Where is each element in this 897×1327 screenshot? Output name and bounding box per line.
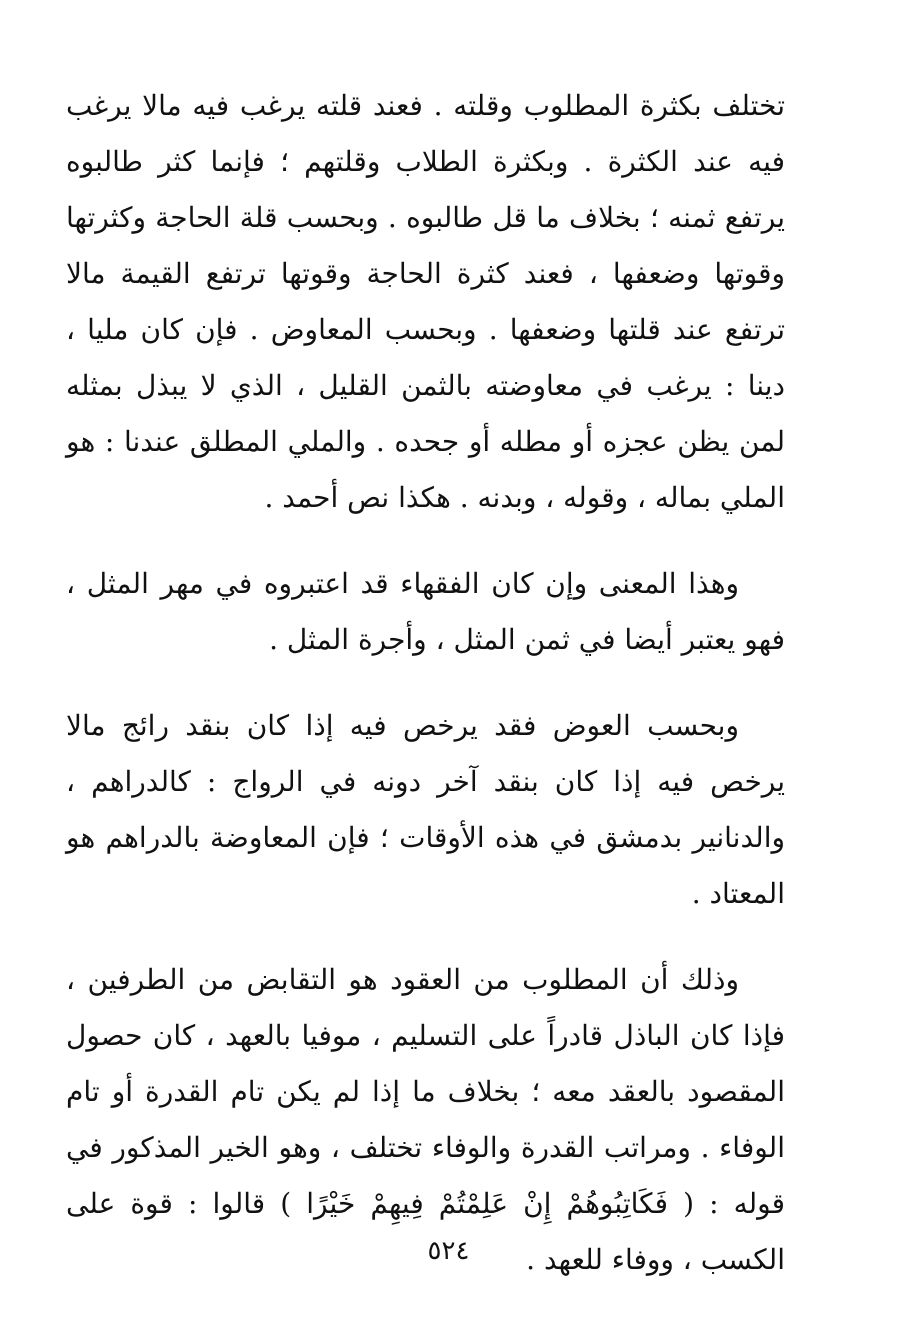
paragraph-4: وذلك أن المطلوب من العقود هو التقابض من الطرفين ، فإذا كان الباذل قادراً على التسليم ، موفيا بالعهد ، كان حصول المقصود بالعقد معه ؛ بخلاف ما إذا لم يكن تام القدرة أو تام الوفاء . ومراتب القدرة والوفاء تختلف ، وهو الخير المذكور في قوله : ( فَكَاتِبُوهُمْ إِنْ عَلِمْتُمْ فِيهِمْ خَيْرًا ) قالوا : قوة على الكسب ، ووفاء للعهد . [66, 963, 785, 1276]
page-number: ٥٢٤ [427, 1236, 470, 1266]
paragraph-2: وهذا المعنى وإن كان الفقهاء قد اعتبروه في مهر المثل ، فهو يعتبر أيضا في ثمن المثل ، وأجرة المثل . [66, 567, 785, 656]
paragraph-1: تختلف بكثرة المطلوب وقلته . فعند قلته يرغب فيه مالا يرغب فيه عند الكثرة . وبكثرة الطلاب وقلتهم ؛ فإنما كثر طالبوه يرتفع ثمنه ؛ بخلاف ما قل طالبوه . وبحسب قلة الحاجة وكثرتها وقوتها وضعفها ، فعند كثرة الحاجة وقوتها ترتفع القيمة مالا ترتفع عند قلتها وضعفها . وبحسب المعاوض . فإن كان مليا ، دينا : يرغب في معاوضته بالثمن القليل ، الذي لا يبذل بمثله لمن يظن عجزه أو مطله أو جحده . والملي المطلق عندنا : هو الملي بماله ، وقوله ، وبدنه . هكذا نص أحمد . [66, 89, 785, 514]
paragraph-3: وبحسب العوض فقد يرخص فيه إذا كان بنقد رائج مالا يرخص فيه إذا كان بنقد آخر دونه في الرواج : كالدراهم ، والدنانير بدمشق في هذه الأوقات ؛ فإن المعاوضة بالدراهم هو المعتاد . [66, 709, 785, 910]
